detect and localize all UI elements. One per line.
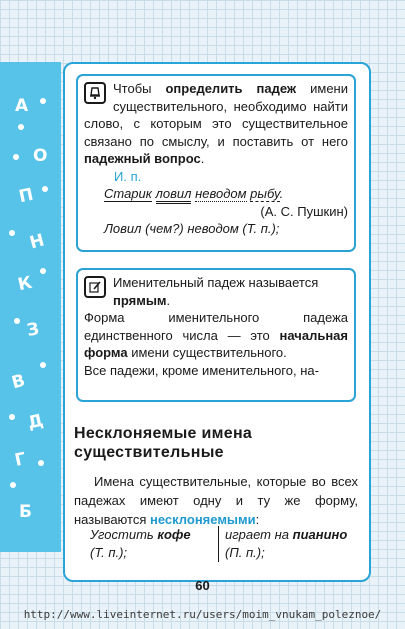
rule-text-part: имени существительного, необходимо найти слово, с которым это существительное связано по смыслу, и поставить от него	[84, 81, 348, 149]
example-case: (Т. п.);	[90, 545, 128, 560]
example-text: Угостить	[90, 527, 158, 542]
section-body	[74, 472, 358, 529]
side-dot	[9, 230, 15, 236]
example-left	[90, 526, 219, 562]
example-sentence	[104, 185, 348, 203]
rule-text-bold: определить падеж	[165, 81, 297, 96]
side-letter: В	[9, 370, 28, 394]
side-dot	[38, 460, 44, 466]
example-period: .	[279, 186, 284, 201]
side-dot	[14, 318, 20, 324]
quote-author: (А. С. Пушкин)	[260, 203, 348, 219]
rule-box-nominative	[76, 268, 356, 402]
side-letter: К	[16, 272, 34, 296]
rule-text-bold: начальная форма	[84, 327, 348, 360]
example-object: рыбу	[250, 186, 280, 201]
page-number: 60	[195, 578, 210, 593]
case-label: И. п.	[114, 168, 142, 184]
side-letter: Б	[19, 502, 32, 522]
side-letter: Н	[27, 230, 47, 254]
example-analysis: Ловил (чем?) неводом (Т. п.);	[104, 221, 280, 236]
side-letter: Г	[13, 449, 28, 471]
example-case: (П. п.);	[225, 545, 265, 560]
side-dot	[40, 268, 46, 274]
section-heading: Несклоняемые имена существительные	[74, 425, 253, 461]
example-adverbial: неводом	[195, 186, 247, 201]
example-right	[219, 526, 347, 562]
side-dot	[10, 482, 16, 488]
bell-icon	[84, 82, 106, 104]
side-dot	[40, 362, 46, 368]
rule-line-3: Все падежи, кроме именительного, на-	[84, 362, 319, 378]
rule-line-2	[84, 309, 348, 362]
side-letter: П	[17, 184, 36, 208]
example-subject: Старик	[104, 186, 152, 201]
side-letter: О	[33, 146, 48, 166]
rule-text-part: Именительный падеж называется	[113, 275, 319, 290]
section-text-part: Имена существительные, которые во всех падежах имеют одну и ту же форму, называются	[74, 474, 358, 527]
example-predicate: ловил	[156, 186, 192, 204]
side-dot	[40, 98, 46, 104]
rule-text	[84, 80, 348, 168]
side-letter: А	[15, 96, 29, 116]
rule-text-bold: прямым	[113, 292, 167, 308]
pencil-note-icon	[84, 276, 106, 298]
decorative-side-strip	[0, 62, 61, 552]
rule-box-case-definition	[76, 74, 356, 252]
side-dot	[13, 154, 19, 160]
side-dot	[18, 124, 24, 130]
watermark-url: http://www.liveinternet.ru/users/moim_vnukam_poleznoe/	[23, 608, 382, 621]
example-text: играет на	[225, 527, 293, 542]
example-word: кофе	[157, 527, 191, 542]
rule-text-part: Чтобы	[113, 81, 166, 96]
side-dot	[9, 414, 15, 420]
highlighted-term: несклоняемыми	[149, 512, 256, 527]
side-dot	[42, 186, 48, 192]
side-letter: Д	[26, 410, 46, 434]
example-word: пианино	[292, 527, 348, 542]
rule-text-bold: падежный вопрос	[84, 151, 201, 166]
rule-text-part: .	[200, 151, 205, 166]
rule-line-1	[84, 274, 348, 309]
rule-text-part: имени существительного.	[127, 345, 287, 360]
section-text-part: :	[255, 512, 260, 527]
side-letter: З	[25, 319, 41, 341]
examples-table	[90, 526, 358, 562]
rule-text-part: .	[166, 292, 171, 308]
rule-text-part: Форма именительного падежа единственного числа — это	[84, 310, 348, 343]
